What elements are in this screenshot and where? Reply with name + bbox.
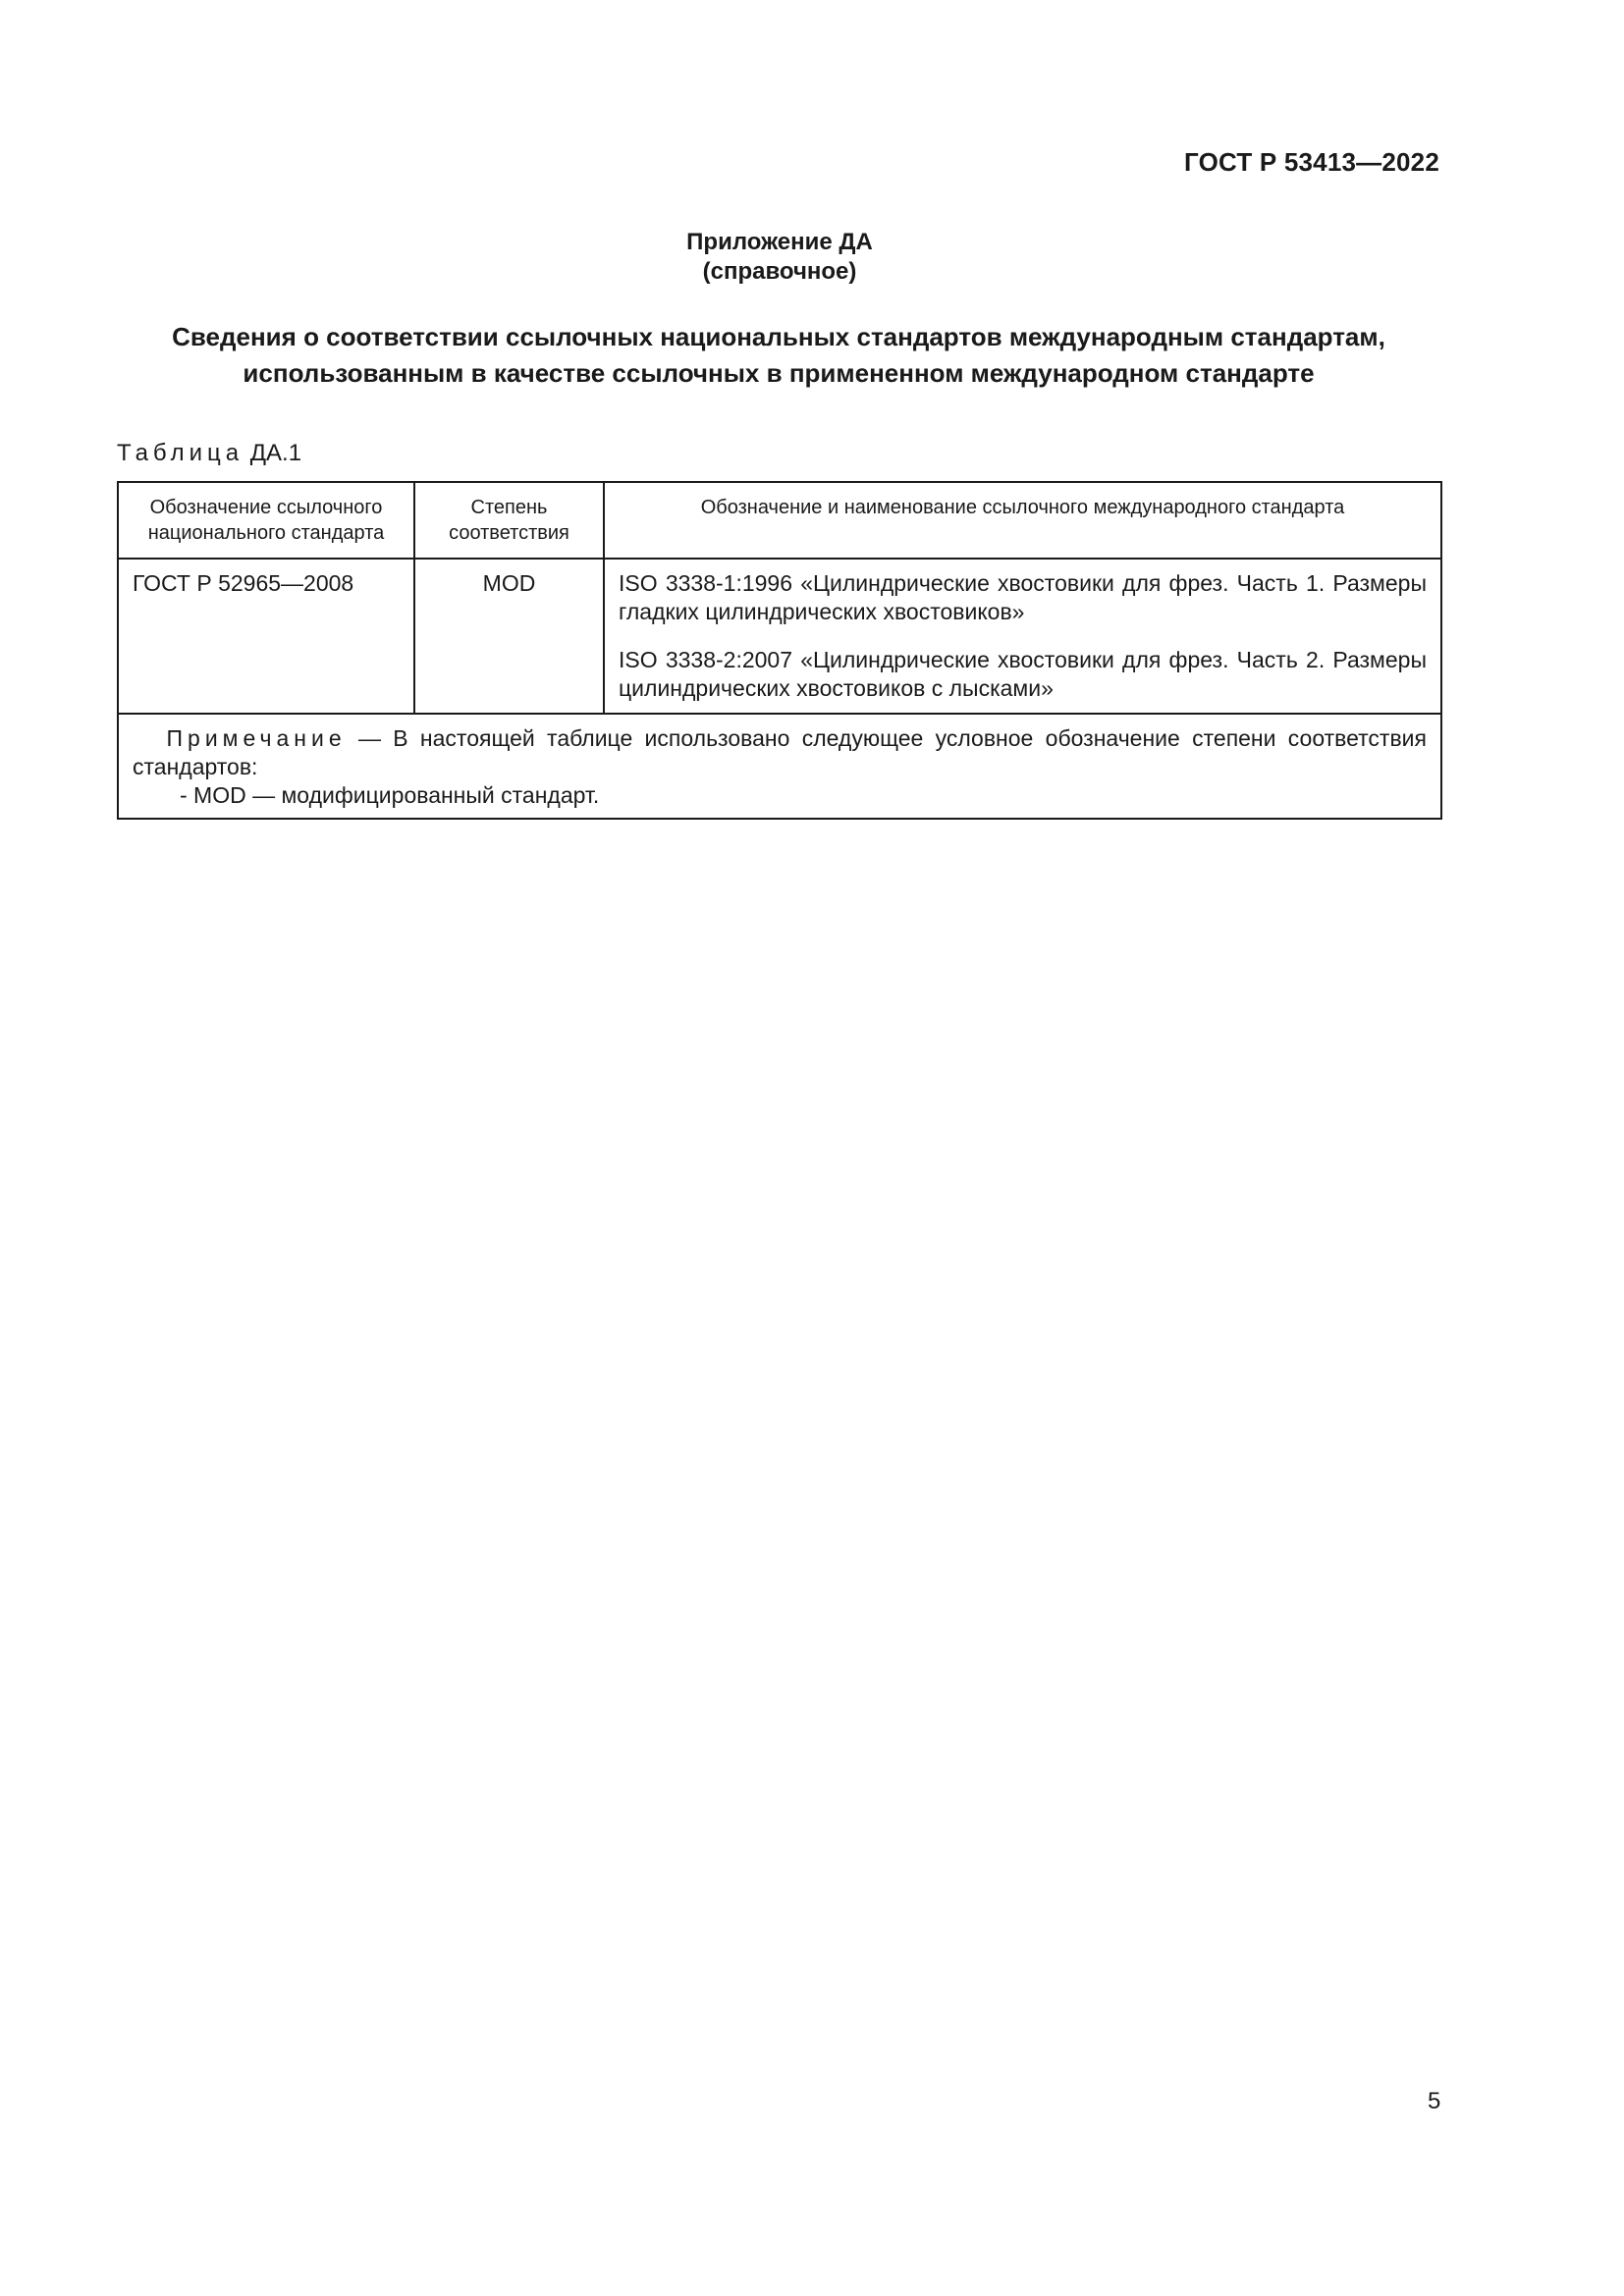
table-row	[118, 559, 1441, 714]
table-label-number: ДА.1	[244, 440, 302, 466]
appendix-heading	[0, 228, 1559, 287]
cell-national-standard: ГОСТ Р 52965—2008	[118, 559, 414, 714]
appendix-subtitle: (справочное)	[702, 258, 857, 285]
note-body: — В настоящей таблице использовано следующее условное обозначение степени соответствия стандартов:	[133, 725, 1427, 779]
section-title	[116, 319, 1441, 392]
note-text	[133, 724, 1427, 781]
appendix-title: Приложение ДА	[686, 229, 873, 255]
page-number: 5	[1428, 2088, 1441, 2114]
header-degree: Степень соответствия	[414, 482, 604, 559]
header-international-standard: Обозначение и наименование ссылочного международного стандарта	[604, 482, 1441, 559]
note-label: Примечание	[166, 725, 347, 751]
document-code: ГОСТ Р 53413—2022	[1184, 147, 1439, 177]
table-header-row	[118, 482, 1441, 559]
reference-standards-table	[117, 481, 1442, 820]
section-title-line-1: Сведения о соответствии ссылочных национальных стандартов международным стандартам,	[172, 322, 1385, 351]
table-note-row	[118, 714, 1441, 819]
table-note	[118, 714, 1441, 819]
international-standard-2: ISO 3338-2:2007 «Цилиндрические хвостовики для фрез. Часть 2. Размеры цилиндрических хвостовиков с лысками»	[619, 647, 1427, 701]
international-standard-1: ISO 3338-1:1996 «Цилиндрические хвостовики для фрез. Часть 1. Размеры гладких цилиндрических хвостовиков»	[619, 570, 1427, 624]
cell-international-standards	[604, 559, 1441, 714]
table-label	[117, 440, 301, 467]
table-label-word: Таблица	[117, 440, 244, 466]
section-title-line-2: использованным в качестве ссылочных в примененном международном стандарте	[243, 358, 1315, 388]
header-national-standard: Обозначение ссылочного национального стандарта	[118, 482, 414, 559]
cell-degree: MOD	[414, 559, 604, 714]
note-item: - MOD — модифицированный стандарт.	[180, 782, 600, 808]
